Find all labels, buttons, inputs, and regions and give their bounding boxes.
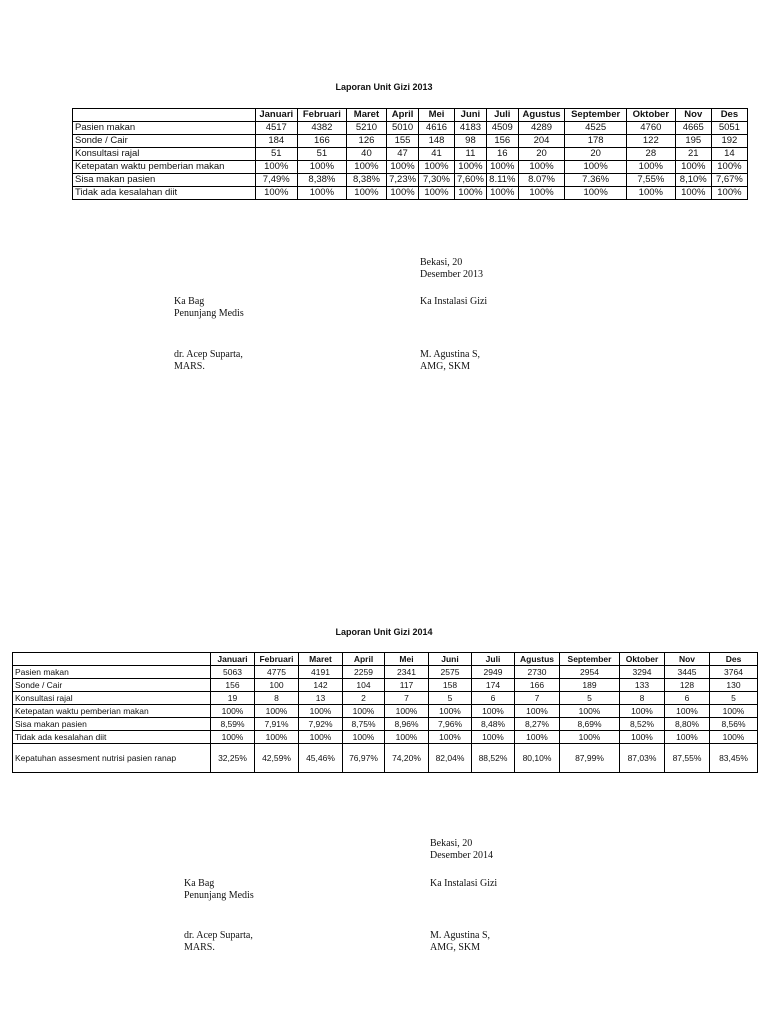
header-blank bbox=[73, 109, 256, 122]
table-cell: 100% bbox=[620, 731, 665, 744]
table-cell: 100% bbox=[486, 187, 518, 200]
month-header: April bbox=[387, 109, 419, 122]
table-cell: 192 bbox=[711, 135, 747, 148]
table-cell: 156 bbox=[486, 135, 518, 148]
table-cell: 8.11% bbox=[486, 174, 518, 187]
row-label: Konsultasi rajal bbox=[13, 692, 211, 705]
sig-2014-left-role bbox=[184, 878, 254, 902]
table-cell: 100% bbox=[565, 187, 627, 200]
sig-date-line: Bekasi, 20 bbox=[430, 838, 473, 849]
sig-role-line: Ka Instalasi Gizi bbox=[420, 296, 488, 307]
table-cell: 7,60% bbox=[455, 174, 487, 187]
table-cell: 8,56% bbox=[710, 718, 758, 731]
table-cell: 19 bbox=[211, 692, 255, 705]
table-cell: 100% bbox=[255, 161, 297, 174]
table-header-row bbox=[73, 109, 748, 122]
table-cell: 100% bbox=[385, 731, 429, 744]
table-row bbox=[13, 718, 758, 731]
table-cell: 8,59% bbox=[211, 718, 255, 731]
sig-name-line: M. Agustina S, bbox=[430, 930, 491, 941]
sig-2014-right-role bbox=[430, 878, 497, 890]
table-cell: 87,99% bbox=[560, 744, 620, 773]
table-cell: 100% bbox=[515, 731, 560, 744]
table-cell: 98 bbox=[455, 135, 487, 148]
row-label: Kepatuhan assesment nutrisi pasien ranap bbox=[13, 744, 211, 773]
table-cell: 100% bbox=[418, 187, 454, 200]
table-cell: 32,25% bbox=[211, 744, 255, 773]
table-cell: 100% bbox=[429, 705, 472, 718]
table-cell: 100% bbox=[387, 187, 419, 200]
table-cell: 7,91% bbox=[255, 718, 299, 731]
table-cell: 8,27% bbox=[515, 718, 560, 731]
table-cell: 156 bbox=[211, 679, 255, 692]
table-cell: 117 bbox=[385, 679, 429, 692]
table-cell: 100% bbox=[710, 731, 758, 744]
sig-2013-left-role bbox=[174, 296, 244, 320]
table-cell: 130 bbox=[710, 679, 758, 692]
table-cell: 100% bbox=[297, 187, 346, 200]
month-header: Nov bbox=[675, 109, 711, 122]
table-cell: 100% bbox=[385, 705, 429, 718]
month-header: Agustus bbox=[518, 109, 565, 122]
table-cell: 5210 bbox=[346, 122, 386, 135]
table-cell: 7 bbox=[385, 692, 429, 705]
table-cell: 100% bbox=[299, 731, 343, 744]
table-cell: 100% bbox=[515, 705, 560, 718]
sig-2014-right-name bbox=[430, 930, 490, 954]
sig-2013-place-date bbox=[420, 257, 483, 281]
table-cell: 4775 bbox=[255, 666, 299, 679]
table-cell: 122 bbox=[626, 135, 675, 148]
month-header: Mei bbox=[385, 653, 429, 666]
table-cell: 42,59% bbox=[255, 744, 299, 773]
table-cell: 100% bbox=[711, 161, 747, 174]
table-header-row bbox=[13, 653, 758, 666]
table-cell: 3764 bbox=[710, 666, 758, 679]
table-cell: 8,10% bbox=[675, 174, 711, 187]
table-cell: 41 bbox=[418, 148, 454, 161]
row-label: Sisa makan pasien bbox=[73, 174, 256, 187]
table-cell: 100% bbox=[211, 731, 255, 744]
sig-role-line: Ka Bag bbox=[184, 878, 215, 889]
table-cell: 47 bbox=[387, 148, 419, 161]
month-header: Agustus bbox=[515, 653, 560, 666]
sig-name-line: MARS. bbox=[184, 942, 215, 953]
table-row bbox=[13, 731, 758, 744]
table-cell: 128 bbox=[665, 679, 710, 692]
table-cell: 100% bbox=[675, 187, 711, 200]
table-cell: 4191 bbox=[299, 666, 343, 679]
month-header: Nov bbox=[665, 653, 710, 666]
table-cell: 5063 bbox=[211, 666, 255, 679]
table-cell: 100% bbox=[620, 705, 665, 718]
table-cell: 100% bbox=[560, 705, 620, 718]
table-cell: 45,46% bbox=[299, 744, 343, 773]
table-cell: 174 bbox=[472, 679, 515, 692]
month-header: Oktober bbox=[620, 653, 665, 666]
table-cell: 7,96% bbox=[429, 718, 472, 731]
row-label: Pasien makan bbox=[73, 122, 256, 135]
table-cell: 100% bbox=[565, 161, 627, 174]
month-header: Januari bbox=[211, 653, 255, 666]
table-cell: 100% bbox=[297, 161, 346, 174]
table-cell: 20 bbox=[518, 148, 565, 161]
table-cell: 2954 bbox=[560, 666, 620, 679]
row-label: Ketepatan waktu pemberian makan bbox=[73, 161, 256, 174]
table-cell: 2949 bbox=[472, 666, 515, 679]
table-cell: 100% bbox=[255, 731, 299, 744]
table-cell: 7.36% bbox=[565, 174, 627, 187]
table-row bbox=[13, 692, 758, 705]
table-cell: 7,30% bbox=[418, 174, 454, 187]
table-cell: 5 bbox=[429, 692, 472, 705]
table-cell: 100% bbox=[418, 161, 454, 174]
table-cell: 4616 bbox=[418, 122, 454, 135]
table-cell: 8,75% bbox=[343, 718, 385, 731]
row-label: Sisa makan pasien bbox=[13, 718, 211, 731]
report-2014-table bbox=[12, 652, 758, 773]
table-row bbox=[13, 679, 758, 692]
table-cell: 158 bbox=[429, 679, 472, 692]
table-cell: 100% bbox=[472, 705, 515, 718]
table-cell: 28 bbox=[626, 148, 675, 161]
table-cell: 100% bbox=[299, 705, 343, 718]
table-cell: 4289 bbox=[518, 122, 565, 135]
table-cell: 166 bbox=[297, 135, 346, 148]
table-cell: 8,80% bbox=[665, 718, 710, 731]
sig-2014-left-name bbox=[184, 930, 253, 954]
table-cell: 100% bbox=[665, 705, 710, 718]
sig-2013-right-role bbox=[420, 296, 487, 308]
sig-name-line: dr. Acep Suparta, bbox=[184, 930, 253, 941]
table-cell: 100% bbox=[343, 731, 385, 744]
table-cell: 76,97% bbox=[343, 744, 385, 773]
table-cell: 7,49% bbox=[255, 174, 297, 187]
table-cell: 8 bbox=[255, 692, 299, 705]
table-cell: 4525 bbox=[565, 122, 627, 135]
table-cell: 100% bbox=[387, 161, 419, 174]
report-2013-table bbox=[72, 108, 748, 200]
report-2013-title: Laporan Unit Gizi 2013 bbox=[335, 82, 433, 92]
table-cell: 8,96% bbox=[385, 718, 429, 731]
table-cell: 4760 bbox=[626, 122, 675, 135]
table-cell: 82,04% bbox=[429, 744, 472, 773]
table-cell: 100% bbox=[429, 731, 472, 744]
month-header: Maret bbox=[346, 109, 386, 122]
table-cell: 20 bbox=[565, 148, 627, 161]
month-header: Oktober bbox=[626, 109, 675, 122]
table-cell: 7,55% bbox=[626, 174, 675, 187]
table-cell: 51 bbox=[297, 148, 346, 161]
table-cell: 100% bbox=[346, 161, 386, 174]
row-label: Sonde / Cair bbox=[13, 679, 211, 692]
table-cell: 184 bbox=[255, 135, 297, 148]
sig-2013-left-name bbox=[174, 349, 243, 373]
table-cell: 5 bbox=[560, 692, 620, 705]
table-cell: 100% bbox=[255, 187, 297, 200]
sig-role-line: Penunjang Medis bbox=[174, 308, 244, 319]
month-header: September bbox=[565, 109, 627, 122]
table-cell: 87,03% bbox=[620, 744, 665, 773]
sig-name-line: AMG, SKM bbox=[420, 361, 471, 372]
table-cell: 4665 bbox=[675, 122, 711, 135]
table-cell: 189 bbox=[560, 679, 620, 692]
row-label: Sonde / Cair bbox=[73, 135, 256, 148]
table-cell: 7 bbox=[515, 692, 560, 705]
table-cell: 5010 bbox=[387, 122, 419, 135]
table-cell: 5 bbox=[710, 692, 758, 705]
table-cell: 2259 bbox=[343, 666, 385, 679]
table-cell: 8,38% bbox=[346, 174, 386, 187]
sig-2013-right-name bbox=[420, 349, 480, 373]
table-cell: 204 bbox=[518, 135, 565, 148]
month-header: Maret bbox=[299, 653, 343, 666]
table-cell: 88,52% bbox=[472, 744, 515, 773]
table-cell: 7,23% bbox=[387, 174, 419, 187]
table-cell: 3294 bbox=[620, 666, 665, 679]
table-cell: 100% bbox=[675, 161, 711, 174]
row-label: Tidak ada kesalahan diit bbox=[73, 187, 256, 200]
table-cell: 2341 bbox=[385, 666, 429, 679]
table-cell: 195 bbox=[675, 135, 711, 148]
table-cell: 100% bbox=[455, 187, 487, 200]
table-cell: 166 bbox=[515, 679, 560, 692]
table-cell: 8,38% bbox=[297, 174, 346, 187]
row-label: Tidak ada kesalahan diit bbox=[13, 731, 211, 744]
table-cell: 5051 bbox=[711, 122, 747, 135]
table-cell: 133 bbox=[620, 679, 665, 692]
table-row bbox=[73, 161, 748, 174]
table-cell: 100% bbox=[518, 187, 565, 200]
row-label: Pasien makan bbox=[13, 666, 211, 679]
table-cell: 13 bbox=[299, 692, 343, 705]
sig-date-line: Desember 2014 bbox=[430, 850, 494, 861]
table-cell: 4517 bbox=[255, 122, 297, 135]
table-row bbox=[73, 148, 748, 161]
table-cell: 100% bbox=[626, 187, 675, 200]
table-cell: 100% bbox=[472, 731, 515, 744]
month-header: Des bbox=[711, 109, 747, 122]
table-cell: 2 bbox=[343, 692, 385, 705]
table-cell: 6 bbox=[665, 692, 710, 705]
month-header: Februari bbox=[255, 653, 299, 666]
table-cell: 3445 bbox=[665, 666, 710, 679]
month-header: Januari bbox=[255, 109, 297, 122]
table-cell: 100% bbox=[711, 187, 747, 200]
month-header: April bbox=[343, 653, 385, 666]
table-cell: 100% bbox=[343, 705, 385, 718]
table-cell: 83,45% bbox=[710, 744, 758, 773]
table-cell: 104 bbox=[343, 679, 385, 692]
table-cell: 178 bbox=[565, 135, 627, 148]
table-cell: 148 bbox=[418, 135, 454, 148]
table-cell: 100% bbox=[211, 705, 255, 718]
table-cell: 2730 bbox=[515, 666, 560, 679]
table-cell: 100% bbox=[255, 705, 299, 718]
month-header: Mei bbox=[418, 109, 454, 122]
header-blank bbox=[13, 653, 211, 666]
month-header: Juni bbox=[429, 653, 472, 666]
month-header: Des bbox=[710, 653, 758, 666]
month-header: Juni bbox=[455, 109, 487, 122]
sig-name-line: MARS. bbox=[174, 361, 205, 372]
table-row bbox=[13, 744, 758, 773]
table-cell: 142 bbox=[299, 679, 343, 692]
table-cell: 4509 bbox=[486, 122, 518, 135]
table-row bbox=[73, 187, 748, 200]
table-cell: 14 bbox=[711, 148, 747, 161]
table-cell: 11 bbox=[455, 148, 487, 161]
table-cell: 100 bbox=[255, 679, 299, 692]
table-cell: 100% bbox=[486, 161, 518, 174]
table-cell: 80,10% bbox=[515, 744, 560, 773]
table-cell: 100% bbox=[626, 161, 675, 174]
sig-date-line: Bekasi, 20 bbox=[420, 257, 463, 268]
sig-role-line: Ka Instalasi Gizi bbox=[430, 878, 498, 889]
table-cell: 6 bbox=[472, 692, 515, 705]
sig-date-line: Desember 2013 bbox=[420, 269, 484, 280]
table-cell: 8 bbox=[620, 692, 665, 705]
table-cell: 100% bbox=[665, 731, 710, 744]
month-header: Juli bbox=[472, 653, 515, 666]
table-cell: 100% bbox=[710, 705, 758, 718]
table-cell: 87,55% bbox=[665, 744, 710, 773]
table-cell: 100% bbox=[560, 731, 620, 744]
table-row bbox=[73, 135, 748, 148]
table-cell: 7,67% bbox=[711, 174, 747, 187]
sig-name-line: M. Agustina S, bbox=[420, 349, 481, 360]
month-header: September bbox=[560, 653, 620, 666]
month-header: Februari bbox=[297, 109, 346, 122]
table-row bbox=[13, 666, 758, 679]
table-cell: 8,52% bbox=[620, 718, 665, 731]
sig-name-line: dr. Acep Suparta, bbox=[174, 349, 243, 360]
table-cell: 7,92% bbox=[299, 718, 343, 731]
table-cell: 100% bbox=[518, 161, 565, 174]
month-header: Juli bbox=[486, 109, 518, 122]
table-row bbox=[73, 122, 748, 135]
table-cell: 4382 bbox=[297, 122, 346, 135]
table-cell: 2575 bbox=[429, 666, 472, 679]
table-cell: 100% bbox=[455, 161, 487, 174]
sig-role-line: Penunjang Medis bbox=[184, 890, 254, 901]
table-cell: 8.07% bbox=[518, 174, 565, 187]
table-cell: 40 bbox=[346, 148, 386, 161]
table-row bbox=[73, 174, 748, 187]
table-cell: 16 bbox=[486, 148, 518, 161]
table-cell: 21 bbox=[675, 148, 711, 161]
table-cell: 155 bbox=[387, 135, 419, 148]
table-cell: 100% bbox=[346, 187, 386, 200]
table-cell: 8,48% bbox=[472, 718, 515, 731]
table-cell: 8,69% bbox=[560, 718, 620, 731]
table-cell: 51 bbox=[255, 148, 297, 161]
sig-role-line: Ka Bag bbox=[174, 296, 205, 307]
table-cell: 4183 bbox=[455, 122, 487, 135]
row-label: Ketepatan waktu pemberian makan bbox=[13, 705, 211, 718]
table-row bbox=[13, 705, 758, 718]
table-cell: 126 bbox=[346, 135, 386, 148]
row-label: Konsultasi rajal bbox=[73, 148, 256, 161]
report-2014-title: Laporan Unit Gizi 2014 bbox=[335, 627, 433, 637]
sig-2014-place-date bbox=[430, 838, 493, 862]
table-cell: 74,20% bbox=[385, 744, 429, 773]
sig-name-line: AMG, SKM bbox=[430, 942, 481, 953]
